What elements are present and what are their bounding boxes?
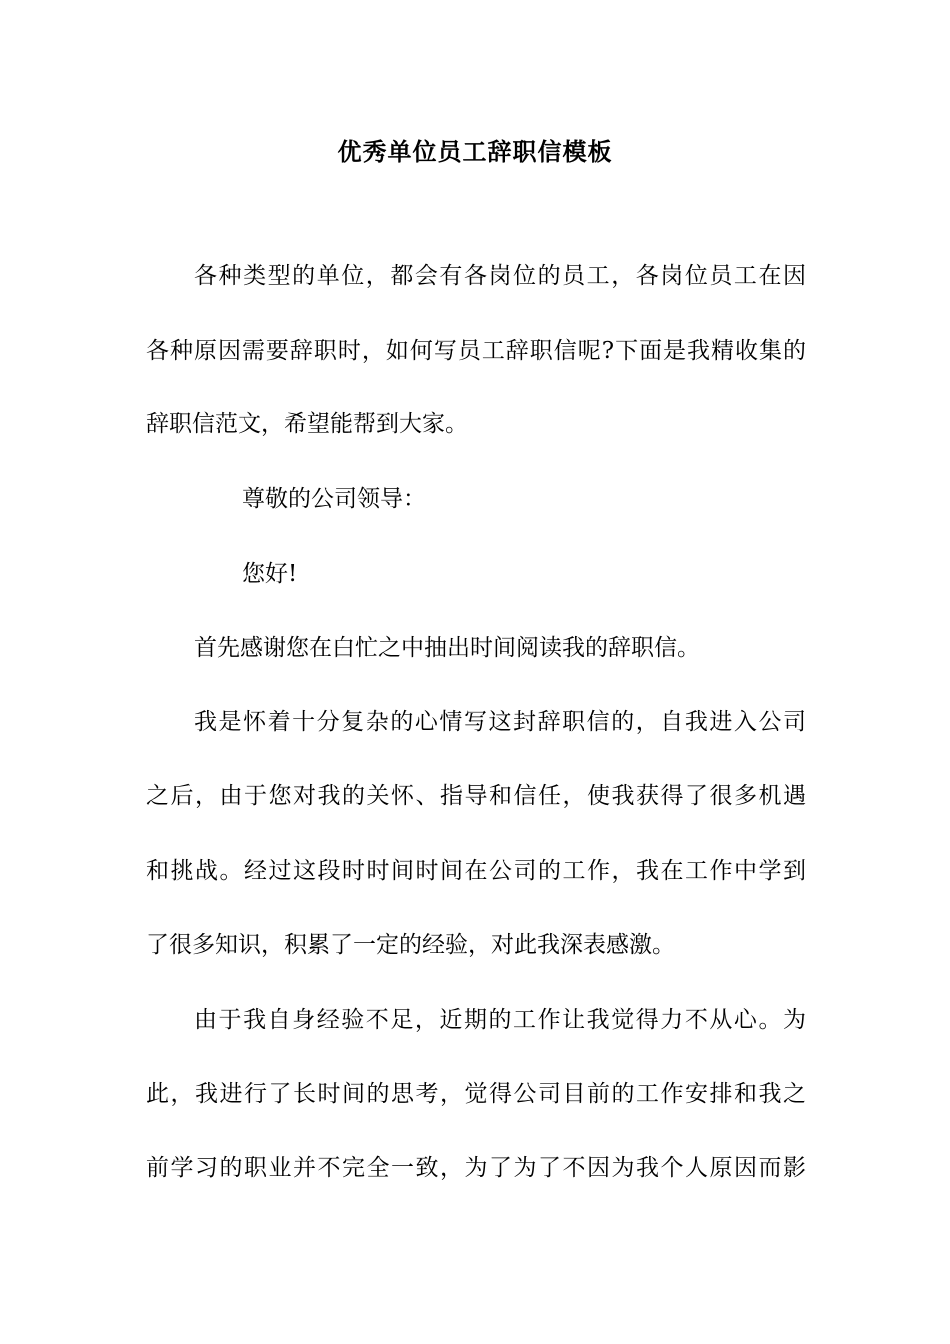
paragraph-line: 由于我自身经验不足，近期的工作让我觉得力不从心。为	[194, 1007, 806, 1033]
paragraph-line: 和挑战。经过这段时时间时间在公司的工作，我在工作中学到	[146, 858, 806, 884]
paragraph-line: 了很多知识，积累了一定的经验，对此我深表感激。	[146, 932, 675, 958]
paragraph-line: 之后，由于您对我的关怀、指导和信任，使我获得了很多机遇	[146, 783, 806, 809]
salutation-line: 尊敬的公司领导：	[242, 486, 426, 512]
paragraph-line: 各种原因需要辞职时，如何写员工辞职信呢?下面是我精收集的	[146, 338, 806, 364]
paragraph-line: 各种类型的单位，都会有各岗位的员工，各岗位员工在因	[194, 263, 806, 289]
paragraph-line: 首先感谢您在白忙之中抽出时间阅读我的辞职信。	[194, 635, 700, 661]
document-title: 优秀单位员工辞职信模板	[337, 137, 613, 166]
paragraph-line: 此，我进行了长时间的思考，觉得公司目前的工作安排和我之	[146, 1081, 806, 1107]
paragraph-line: 辞职信范文，希望能帮到大家。	[146, 411, 468, 437]
greeting-line: 您好!	[242, 561, 298, 587]
paragraph-line: 前学习的职业并不完全一致，为了为了不因为我个人原因而影	[146, 1155, 806, 1181]
paragraph-line: 我是怀着十分复杂的心情写这封辞职信的，自我进入公司	[194, 709, 806, 735]
